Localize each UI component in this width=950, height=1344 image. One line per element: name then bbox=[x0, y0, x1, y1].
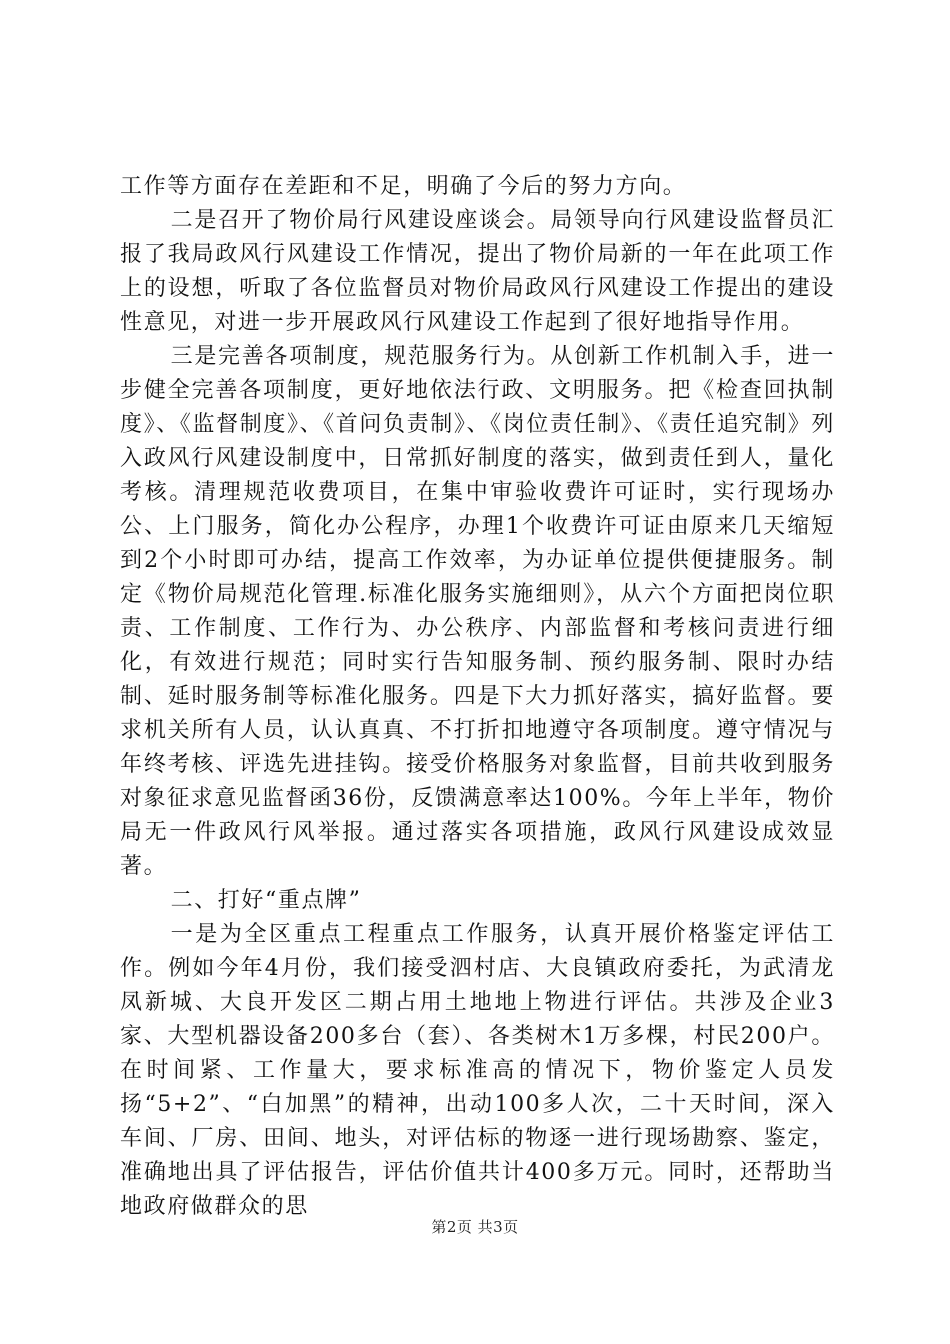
document-body bbox=[120, 170, 835, 1224]
paragraph-appraisal: 一是为全区重点工程重点工作服务，认真开展价格鉴定评估工作。例如今年4月份，我们接受泗村店、大良镇政府委托，为武清龙凤新城、大良开发区二期占用土地地上物进行评估。共涉及企业3家、大型机器设备200多台（套）、各类树木1万多棵，村民200户。在时间紧、工作量大，要求标准高的情况下，物价鉴定人员发扬“5+2”、“白加黑”的精神，出动100多人次，二十天时间，深入车间、厂房、田间、地头，对评估标的物逐一进行现场勘察、鉴定，准确地出具了评估报告，评估价值共计400多万元。同时，还帮助当地政府做群众的思 bbox=[120, 922, 835, 1219]
paragraph-continuation: 工作等方面存在差距和不足，明确了今后的努力方向。 bbox=[120, 174, 687, 199]
paragraph-forum: 二是召开了物价局行风建设座谈会。局领导向行风建设监督员汇报了我局政风行风建设工作情况，提出了物价局新的一年在此项工作上的设想，听取了各位监督员对物价局政风行风建设工作提出的建设性意见，对进一步开展政风行风建设工作起到了很好地指导作用。 bbox=[120, 208, 835, 335]
page-number-footer: 第2页 共3页 bbox=[431, 1218, 519, 1236]
paragraph-rules: 三是完善各项制度，规范服务行为。从创新工作机制入手，进一步健全完善各项制度，更好地依法行政、文明服务。把《检查回执制度》、《监督制度》、《首问负责制》、《岗位责任制》、《责任追究制》列入政风行风建设制度中，日常抓好制度的落实，做到责任到人，量化考核。清理规范收费项目，在集中审验收费许可证时，实行现场办公、上门服务，简化办公程序，办理1个收费许可证由原来几天缩短到2个小时即可办结，提高工作效率，为办证单位提供便捷服务。制定《物价局规范化管理.标准化服务实施细则》，从六个方面把岗位职责、工作制度、工作行为、办公秩序、内部监督和考核问责进行细化，有效进行规范；同时实行告知服务制、预约服务制、限时办结制、延时服务制等标准化服务。四是下大力抓好落实，搞好监督。要求机关所有人员，认认真真、不打折扣地遵守各项制度。遵守情况与年终考核、评选先进挂钩。接受价格服务对象监督，目前共收到服务对象征求意见监督函36份，反馈满意率达100%。今年上半年，物价局无一件政风行风举报。通过落实各项措施，政风行风建设成效显著。 bbox=[120, 344, 835, 879]
section-heading: 二、打好“重点牌” bbox=[170, 888, 362, 913]
